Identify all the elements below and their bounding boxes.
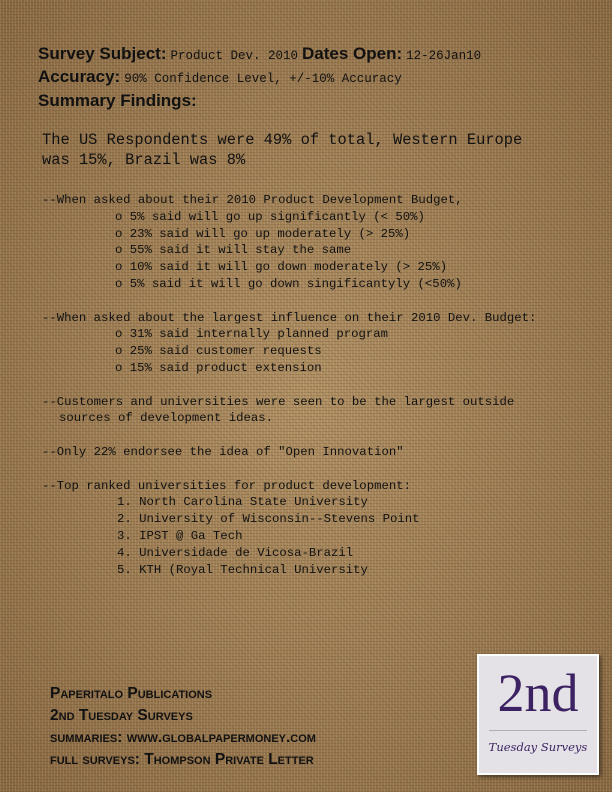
- intro-line: was 15%, Brazil was 8%: [42, 151, 246, 169]
- dates-open-value: 12-26Jan10: [406, 49, 482, 63]
- findings-body: [42, 192, 610, 578]
- logo-number: 2nd: [497, 663, 579, 723]
- header-row-subject: [38, 44, 481, 64]
- university-item: 1. North Carolina State University: [117, 495, 368, 510]
- intro-line: The US Respondents were 49% of total, Western Europe: [42, 131, 523, 149]
- second-tuesday-logo: [477, 654, 599, 775]
- publisher-name: Paperitalo Publications: [50, 685, 213, 702]
- university-item: 2. University of Wisconsin--Stevens Point: [117, 512, 420, 527]
- influence-item: o 25% said customer requests: [115, 344, 322, 359]
- full-surveys-source: full surveys: Thompson Private Letter: [50, 751, 314, 768]
- respondents-intro: [42, 130, 607, 170]
- university-item: 5. KTH (Royal Technical University: [117, 562, 368, 577]
- header-row-accuracy: [38, 67, 402, 87]
- ideas-finding: --Customers and universities were seen to be the largest outside: [42, 394, 515, 409]
- logo-divider: [489, 730, 587, 731]
- survey-subject-label: Survey Subject:: [38, 44, 167, 63]
- series-name: 2nd Tuesday Surveys: [50, 707, 193, 724]
- open-innovation-finding: --Only 22% endorsee the idea of "Open Innovation": [42, 444, 404, 459]
- influence-question: --When asked about the largest influence on their 2010 Dev. Budget:: [42, 310, 537, 325]
- summaries-link: summaries: www.globalpapermoney.com: [50, 729, 316, 746]
- logo-text: Tuesday Surveys: [488, 740, 588, 754]
- accuracy-label: Accuracy:: [38, 67, 121, 86]
- budget-item: o 55% said it will stay the same: [115, 243, 352, 258]
- budget-item: o 10% said it will go down moderately (> 25%): [115, 260, 448, 275]
- dates-open-label: Dates Open:: [302, 44, 403, 63]
- ideas-finding-continued: sources of development ideas.: [59, 411, 274, 426]
- university-item: 4. Universidade de Vicosa-Brazil: [117, 545, 354, 560]
- publication-footer: [50, 683, 316, 771]
- budget-question: --When asked about their 2010 Product Development Budget,: [42, 193, 463, 207]
- budget-item: o 5% said it will go down singificantyly (<50%): [115, 276, 462, 291]
- university-item: 3. IPST @ Ga Tech: [117, 528, 243, 543]
- survey-subject-value: Product Dev. 2010: [170, 49, 299, 63]
- accuracy-value: 90% Confidence Level, +/-10% Accuracy: [124, 72, 402, 86]
- universities-question: --Top ranked universities for product development:: [42, 478, 411, 493]
- influence-item: o 31% said internally planned program: [115, 327, 389, 342]
- budget-item: o 23% said will go up moderately (> 25%): [115, 226, 411, 241]
- summary-findings-heading: Summary Findings:: [38, 91, 197, 110]
- influence-item: o 15% said product extension: [115, 360, 322, 375]
- budget-item: o 5% said will go up significantly (< 50%): [115, 209, 425, 224]
